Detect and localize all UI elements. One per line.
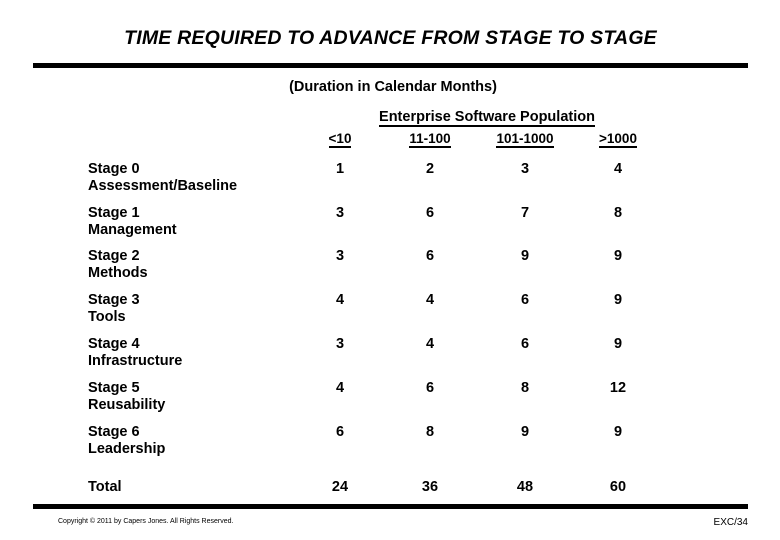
table-cell: 7 xyxy=(520,205,530,221)
row-label-line1: Stage 6 xyxy=(88,424,140,440)
column-header-101-1000-label: 101-1000 xyxy=(496,131,554,146)
column-header-11-100 xyxy=(390,131,470,146)
table-cell: 4 xyxy=(425,336,435,352)
table-cell: 6 xyxy=(425,248,435,264)
row-label-line2: Reusability xyxy=(88,397,166,413)
column-header-11-100-label: 11-100 xyxy=(409,131,451,146)
table-row-label xyxy=(88,205,177,239)
table-row-label xyxy=(88,248,148,282)
copyright-notice: Copyright © 2011 by Capers Jones. All Rights Reserved. xyxy=(58,518,234,525)
table-cell: 6 xyxy=(425,205,435,221)
table-cell: 9 xyxy=(613,248,623,264)
row-label-line1: Stage 5 xyxy=(88,380,140,396)
table-cell: 4 xyxy=(613,161,623,177)
column-group-header xyxy=(332,109,642,125)
row-label-line1: Stage 4 xyxy=(88,336,140,352)
table-cell: 1 xyxy=(335,161,345,177)
table-cell: 8 xyxy=(613,205,623,221)
row-label-line2: Leadership xyxy=(88,441,166,457)
table-cell: 4 xyxy=(335,292,345,308)
page-code: EXC/34 xyxy=(713,517,748,528)
table-total-cell: 48 xyxy=(516,479,534,495)
table-cell: 9 xyxy=(613,336,623,352)
row-label-line2: Tools xyxy=(88,309,126,325)
table-cell: 2 xyxy=(425,161,435,177)
title-divider-rule xyxy=(33,63,748,68)
row-label-line1: Stage 1 xyxy=(88,205,140,221)
table-row-label xyxy=(88,292,140,326)
table-cell: 9 xyxy=(613,292,623,308)
table-total-cell: 24 xyxy=(331,479,349,495)
table-cell: 6 xyxy=(520,292,530,308)
footer-divider-rule xyxy=(33,504,748,509)
table-cell: 8 xyxy=(425,424,435,440)
table-cell: 6 xyxy=(335,424,345,440)
column-header-row xyxy=(300,131,680,149)
table-total-row-label xyxy=(88,479,122,496)
table-total-cell: 36 xyxy=(421,479,439,495)
column-header-gt1000 xyxy=(578,131,658,146)
table-cell: 4 xyxy=(335,380,345,396)
table-row-label xyxy=(88,424,165,458)
slide-subtitle: (Duration in Calendar Months) xyxy=(289,79,497,95)
row-label-line2: Methods xyxy=(88,265,148,281)
table-cell: 9 xyxy=(520,424,530,440)
table-cell: 6 xyxy=(425,380,435,396)
table-row-label xyxy=(88,380,165,414)
column-header-gt1000-label: >1000 xyxy=(599,131,637,146)
column-header-lt10-label: <10 xyxy=(328,131,352,146)
column-group-header-label: Enterprise Software Population xyxy=(379,109,595,125)
table-cell: 3 xyxy=(335,205,345,221)
row-label-line2: Assessment/Baseline xyxy=(88,178,238,194)
table-cell: 6 xyxy=(520,336,530,352)
total-label: Total xyxy=(88,479,122,495)
table-row-label xyxy=(88,161,237,195)
table-total-cell: 60 xyxy=(609,479,627,495)
row-label-line1: Stage 2 xyxy=(88,248,140,264)
table-cell: 3 xyxy=(520,161,530,177)
row-label-line1: Stage 3 xyxy=(88,292,140,308)
row-label-line2: Infrastructure xyxy=(88,353,183,369)
table-cell: 12 xyxy=(609,380,627,396)
row-label-line2: Management xyxy=(88,222,177,238)
column-header-101-1000 xyxy=(485,131,565,146)
table-cell: 3 xyxy=(335,248,345,264)
page-title: TIME REQUIRED TO ADVANCE FROM STAGE TO STAGE xyxy=(124,27,657,49)
column-header-lt10 xyxy=(300,131,380,146)
row-label-line1: Stage 0 xyxy=(88,161,140,177)
table-row-label xyxy=(88,336,182,370)
table-cell: 9 xyxy=(613,424,623,440)
table-cell: 9 xyxy=(520,248,530,264)
table-cell: 3 xyxy=(335,336,345,352)
table-cell: 8 xyxy=(520,380,530,396)
table-cell: 4 xyxy=(425,292,435,308)
